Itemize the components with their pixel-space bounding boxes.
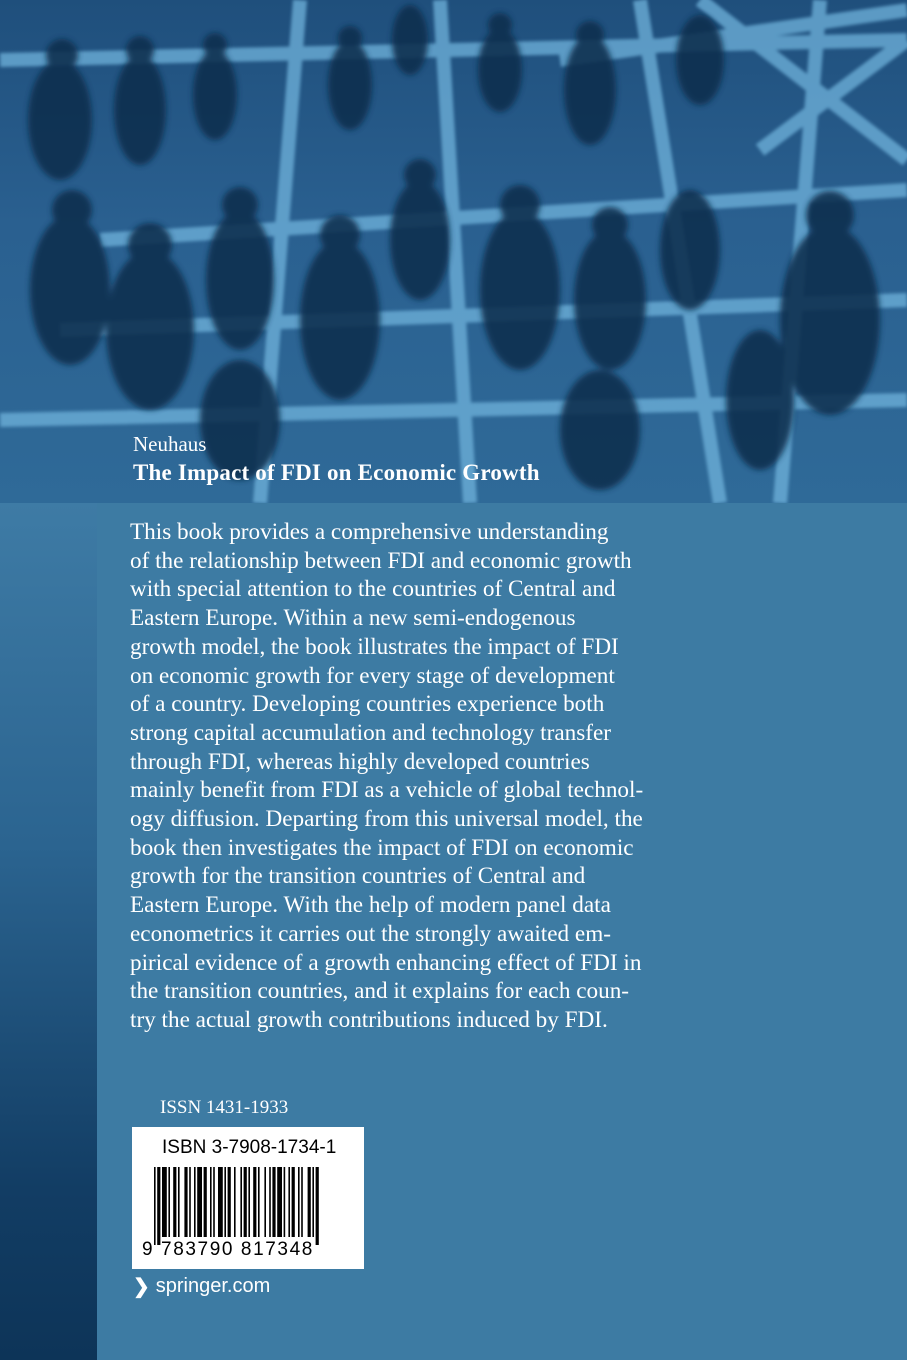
chevron-right-icon: ❯ — [133, 1276, 150, 1298]
blurb-line: of a country. Developing countries experience both — [130, 691, 605, 718]
blurb-line: with special attention to the countries of Central and — [130, 576, 616, 603]
isbn-label: ISBN 3-7908-1734-1 — [162, 1137, 337, 1158]
cover-photo — [0, 0, 907, 503]
blurb-line: This book provides a comprehensive understanding — [130, 519, 609, 545]
blurb-text — [130, 518, 730, 1035]
issn-label: ISSN 1431-1933 — [160, 1097, 289, 1118]
blurb-line: mainly benefit from FDI as a vehicle of global technol- — [130, 777, 644, 804]
book-title: The Impact of FDI on Economic Growth — [133, 460, 540, 485]
blurb-line: growth for the transition countries of Central and — [130, 863, 586, 890]
blurb-line: on economic growth for every stage of development — [130, 662, 615, 689]
blurb-line: try the actual growth contributions induced by FDI. — [130, 1006, 608, 1033]
blurb-line: ogy diffusion. Departing from this universal model, the — [130, 806, 643, 833]
author-name: Neuhaus — [133, 432, 207, 456]
blurb-line: book then investigates the impact of FDI on economic — [130, 834, 634, 861]
blurb-line: through FDI, whereas highly developed countries — [130, 748, 590, 775]
blurb-line: growth model, the book illustrates the impact of FDI — [130, 633, 619, 660]
left-color-strip — [0, 503, 97, 1360]
blurb-line: Eastern Europe. Within a new semi-endogenous — [130, 605, 576, 632]
crowd-photo-illustration — [0, 0, 907, 503]
blurb-line: the transition countries, and it explains for each coun- — [130, 978, 630, 1005]
blurb-line: Eastern Europe. With the help of modern panel data — [130, 892, 611, 919]
blurb-line: econometrics it carries out the strongly awaited em- — [130, 920, 611, 947]
publisher-link[interactable] — [133, 1274, 270, 1299]
blurb-line: of the relationship between FDI and economic growth — [130, 547, 632, 574]
publisher-website: springer.com — [155, 1275, 271, 1297]
blurb-line: pirical evidence of a growth enhancing effect of FDI in — [130, 949, 642, 976]
blurb-line: strong capital accumulation and technology transfer — [130, 719, 611, 746]
ean-digits: 9 783790 817348 — [142, 1239, 314, 1260]
barcode-panel — [132, 1127, 364, 1269]
